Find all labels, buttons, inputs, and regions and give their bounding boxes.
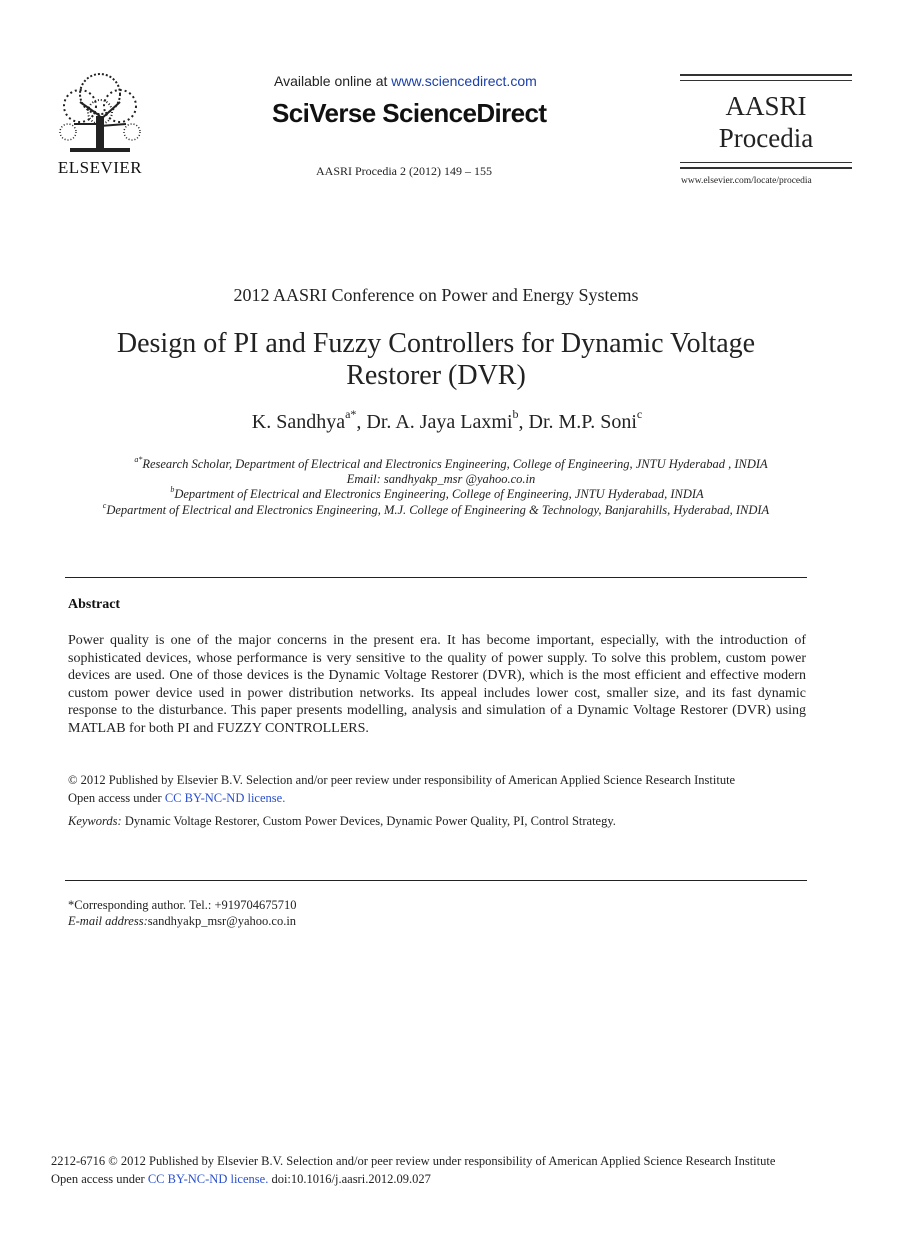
abstract-body: Power quality is one of the major concerns in the present era. It has become important, especially, with the introduction of sophisticated devices, whose performance is very sensitive to the quality of power supply. To solve this problem, custom power devices are used. One of those devices is the Dynamic Voltage Restorer (DVR), which is the most efficient and effective modern custom power device used in power distribution networks. Its appeal includes lower cost, smaller size, and its fast dynamic response to the disturbance. This paper presents modelling, analysis and simulation of a Dynamic Voltage Restorer (DVR) using MATLAB for both PI and FUZZY CONTROLLERS. <box>68 633 806 736</box>
footer-copyright: 2212-6716 © 2012 Published by Elsevier B.V. Selection and/or peer review under responsibility of American Applied Science Research Institute <box>51 1154 776 1168</box>
email-address[interactable]: sandhyakp_msr@yahoo.co.in <box>147 914 297 928</box>
sciencedirect-link[interactable]: www.sciencedirect.com <box>391 73 537 89</box>
email-label: E-mail address: <box>68 914 148 928</box>
author-name: K. Sandhya <box>251 411 346 433</box>
footer-license-line <box>51 1172 431 1187</box>
journal-name-line2: Procedia <box>718 123 814 153</box>
journal-top-rule <box>680 74 852 76</box>
keywords-line <box>68 814 616 829</box>
author-affil-mark: a* <box>345 407 357 421</box>
footnote-divider <box>65 880 807 881</box>
journal-top-rule-thin <box>680 80 852 81</box>
email-line <box>68 914 296 929</box>
open-access-line <box>68 791 285 806</box>
author-separator: , <box>356 411 367 433</box>
keywords-text: Dynamic Voltage Restorer, Custom Power Devices, Dynamic Power Quality, PI, Control Strategy. <box>121 814 616 828</box>
keywords-label: Keywords: <box>68 814 122 828</box>
affiliation-c <box>0 503 887 518</box>
journal-bottom-rule-thin <box>680 162 852 163</box>
affiliation-b <box>0 487 888 502</box>
abstract-top-divider <box>65 577 807 578</box>
footer-open-access-label: Open access under <box>51 1172 148 1186</box>
journal-url[interactable]: www.elsevier.com/locate/procedia <box>681 176 812 186</box>
affiliation-email-text: Email: sandhyakp_msr @yahoo.co.in <box>346 472 536 486</box>
journal-name <box>682 90 850 154</box>
journal-bottom-rule <box>680 167 852 169</box>
sciverse-brand[interactable]: SciVerse ScienceDirect <box>272 98 547 128</box>
author-affil-mark: b <box>512 407 519 421</box>
affiliation-text: Department of Electrical and Electronics Engineering, College of Engineering, JNTU Hyderabad, INDIA <box>174 487 704 501</box>
copyright-notice: © 2012 Published by Elsevier B.V. Selection and/or peer review under responsibility of American Applied Science Research Institute <box>68 773 736 787</box>
abstract-heading: Abstract <box>68 597 121 612</box>
author-affil-mark: c <box>636 407 643 421</box>
affiliation-text: Department of Electrical and Electronics Engineering, M.J. College of Engineering & Technology, Banjarahills, Hyderabad, INDIA <box>106 503 770 517</box>
license-link[interactable]: CC BY-NC-ND license. <box>164 791 286 805</box>
author-name: Dr. M.P. Soni <box>528 411 637 433</box>
paper-title-line2: Restorer (DVR) <box>346 360 526 391</box>
conference-name: 2012 AASRI Conference on Power and Energy Systems <box>233 285 639 305</box>
affiliation-mark: a* <box>134 455 143 464</box>
author-separator: , <box>518 411 529 433</box>
footer-license-link[interactable]: CC BY-NC-ND license. <box>147 1172 269 1186</box>
paper-title <box>80 328 792 392</box>
affiliation-a <box>0 457 902 472</box>
affiliation-mark: c <box>102 501 107 510</box>
elsevier-logo[interactable] <box>50 72 150 182</box>
journal-name-line1: AASRI <box>725 91 807 121</box>
journal-citation: AASRI Procedia 2 (2012) 149 – 155 <box>316 164 492 178</box>
available-label: Available online at <box>274 73 392 89</box>
corresponding-author: *Corresponding author. Tel.: +919704675710 <box>68 898 297 912</box>
available-online-line <box>274 73 537 89</box>
footer-doi[interactable]: doi:10.1016/j.aasri.2012.09.027 <box>268 1172 431 1186</box>
open-access-label: Open access under <box>68 791 165 805</box>
affiliation-text: Research Scholar, Department of Electrical and Electronics Engineering, College of Engineering, JNTU Hyderabad , INDIA <box>142 457 768 471</box>
author-list <box>0 407 894 434</box>
author-name: Dr. A. Jaya Laxmi <box>366 411 513 433</box>
elsevier-tree-icon <box>50 72 150 158</box>
affiliation-email <box>0 472 892 487</box>
affiliation-mark: b <box>170 485 175 494</box>
elsevier-wordmark: ELSEVIER <box>57 158 143 177</box>
paper-title-line1: Design of PI and Fuzzy Controllers for Dynamic Voltage <box>116 328 756 359</box>
